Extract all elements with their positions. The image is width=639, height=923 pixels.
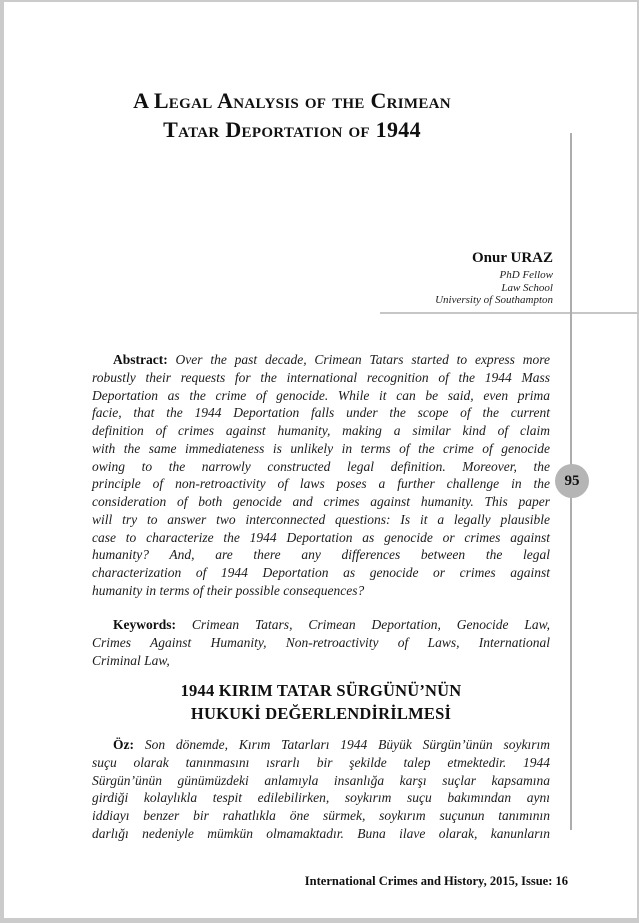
horizontal-rule (380, 312, 639, 314)
abstract-paragraph: Abstract: Over the past decade, Crimean Tatars started to express more robustly their requests for the international recognition of the 1944 Mass Deportation as the crime of genocide. While it can be said, even prima facie, that the 1944 Deportation falls under the scope of the current definition of crimes against humanity, making a similar kind of claim with the same immediateness is unlikely in terms of the crime of genocide owing to the narrowly constructed legal definition. Moreover, the principle of non-retroactivity of laws poses a further challenge in the consideration of both genocide and crimes against humanity. This paper will try to answer two interconnected questions: Is it a legally plausible case to characterize the 1944 Deportation as genocide or crimes against humanity? And, are there any differences between the legal characterization of 1944 Deportation as genocide or crimes against humanity in terms of their possible consequences? (92, 352, 550, 598)
author-block (295, 249, 553, 307)
author-affiliation: PhD Fellow Law School University of Southampton (435, 269, 553, 306)
author-name: Onur URAZ (472, 250, 553, 266)
keywords-paragraph: Keywords: Crimean Tatars, Crimean Deportation, Genocide Law, Crimes Against Humanity, Non-retroactivity of Laws, International Criminal Law, (92, 617, 550, 668)
turkish-title: 1944 KIRIM TATAR SÜRGÜNÜ’NÜN HUKUKİ DEĞERLENDİRİLMESİ (180, 681, 462, 723)
page-number-badge: 95 (555, 464, 589, 498)
oz-paragraph: Öz: Son dönemde, Kırım Tatarları 1944 Büyük Sürgün’ünün soykırım suçu olarak tanınmasını ısrarlı bir şekilde talep etmektedir. 1944 Sürgün’ünün günümüzdeki anlamıyla insanlığa karşı suçlar kapsamına girdiği kolaylıkla tespit edilebilirken, soykırım suçu bakımından aynı iddiayı benzer bir rahatlıkla öne sürmek, soykırım suçunun tanımının darlığı nedeniyle mümkün olmamaktadır. Buna ilave olarak, kanunların (92, 737, 550, 841)
journal-footer: International Crimes and History, 2015, Issue: 16 (304, 874, 568, 888)
article-title: A Legal Analysis of the Crimean Tatar Deportation of 1944 (133, 88, 451, 142)
